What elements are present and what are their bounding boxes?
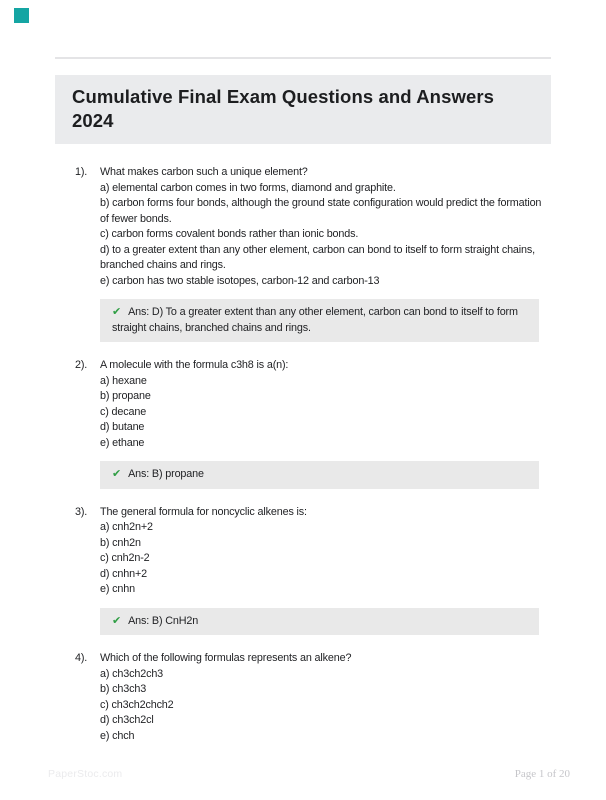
question-row <box>55 505 551 598</box>
answer-box <box>100 461 539 489</box>
question-number: 4). <box>75 652 88 664</box>
question-options <box>100 520 551 598</box>
question-block <box>55 505 551 636</box>
question-option: b) ch3ch3 <box>100 683 147 695</box>
question-body <box>100 358 551 451</box>
question-text: A molecule with the formula c3h8 is a(n): <box>100 359 289 371</box>
question-block <box>55 651 551 744</box>
top-divider <box>55 57 551 59</box>
question-block <box>55 358 551 489</box>
question-option: e) ethane <box>100 436 145 449</box>
answer-text: Ans: D) To a greater extent than any other element, carbon can bond to itself to form straight chains, branched chains and rings. <box>112 306 518 334</box>
question-row <box>55 358 551 451</box>
question-option: c) ch3ch2chch2 <box>100 698 174 711</box>
question-option: b) cnh2n <box>100 536 141 549</box>
page-footer <box>0 768 606 780</box>
question-row <box>55 651 551 744</box>
question-option: a) elemental carbon comes in two forms, diamond and graphite. <box>100 181 396 194</box>
question-option: d) butane <box>100 421 145 433</box>
question-text: The general formula for noncyclic alkenes is: <box>100 505 307 518</box>
footer-page-number: Page 1 of 20 <box>514 768 570 780</box>
question-option: d) ch3ch2cl <box>100 714 154 726</box>
answer-box <box>100 608 539 636</box>
question-body <box>100 505 551 598</box>
question-options <box>100 181 551 290</box>
question-option: c) carbon forms covalent bonds rather than ionic bonds. <box>100 228 359 240</box>
question-option: d) cnhn+2 <box>100 567 147 580</box>
question-option: e) carbon has two stable isotopes, carbon-12 and carbon-13 <box>100 274 380 287</box>
question-option: e) chch <box>100 729 135 742</box>
check-icon: ✔ <box>112 468 122 480</box>
question-block <box>55 165 551 342</box>
question-row <box>55 165 551 289</box>
question-options <box>100 374 551 452</box>
question-text: What makes carbon such a unique element? <box>100 166 308 178</box>
question-option: b) carbon forms four bonds, although the ground state configuration would predict the formation of fewer bonds. <box>100 197 542 225</box>
question-number: 3). <box>75 505 88 518</box>
footer-watermark: PaperStoc.com <box>48 768 123 780</box>
questions-list <box>55 165 551 744</box>
check-icon: ✔ <box>112 306 122 318</box>
question-options <box>100 667 551 745</box>
answer-text: Ans: B) propane <box>128 468 204 480</box>
question-option: d) to a greater extent than any other element, carbon can bond to itself to form straight chains, branched chains and rings. <box>100 243 535 271</box>
question-option: a) cnh2n+2 <box>100 521 153 533</box>
question-option: c) cnh2n-2 <box>100 552 150 564</box>
page-title: Cumulative Final Exam Questions and Answers 2024 <box>72 86 495 131</box>
question-option: a) hexane <box>100 374 147 387</box>
answer-box <box>100 299 539 342</box>
question-number: 2). <box>75 359 88 371</box>
question-option: b) propane <box>100 390 151 402</box>
question-text: Which of the following formulas represents an alkene? <box>100 652 352 664</box>
question-body <box>100 651 551 744</box>
document-header <box>55 75 551 144</box>
question-option: a) ch3ch2ch3 <box>100 667 164 680</box>
question-number: 1). <box>75 166 88 178</box>
question-option: c) decane <box>100 405 147 418</box>
question-body <box>100 165 551 289</box>
question-option: e) cnhn <box>100 583 135 595</box>
answer-text: Ans: B) CnH2n <box>128 614 199 627</box>
check-icon: ✔ <box>112 614 122 627</box>
